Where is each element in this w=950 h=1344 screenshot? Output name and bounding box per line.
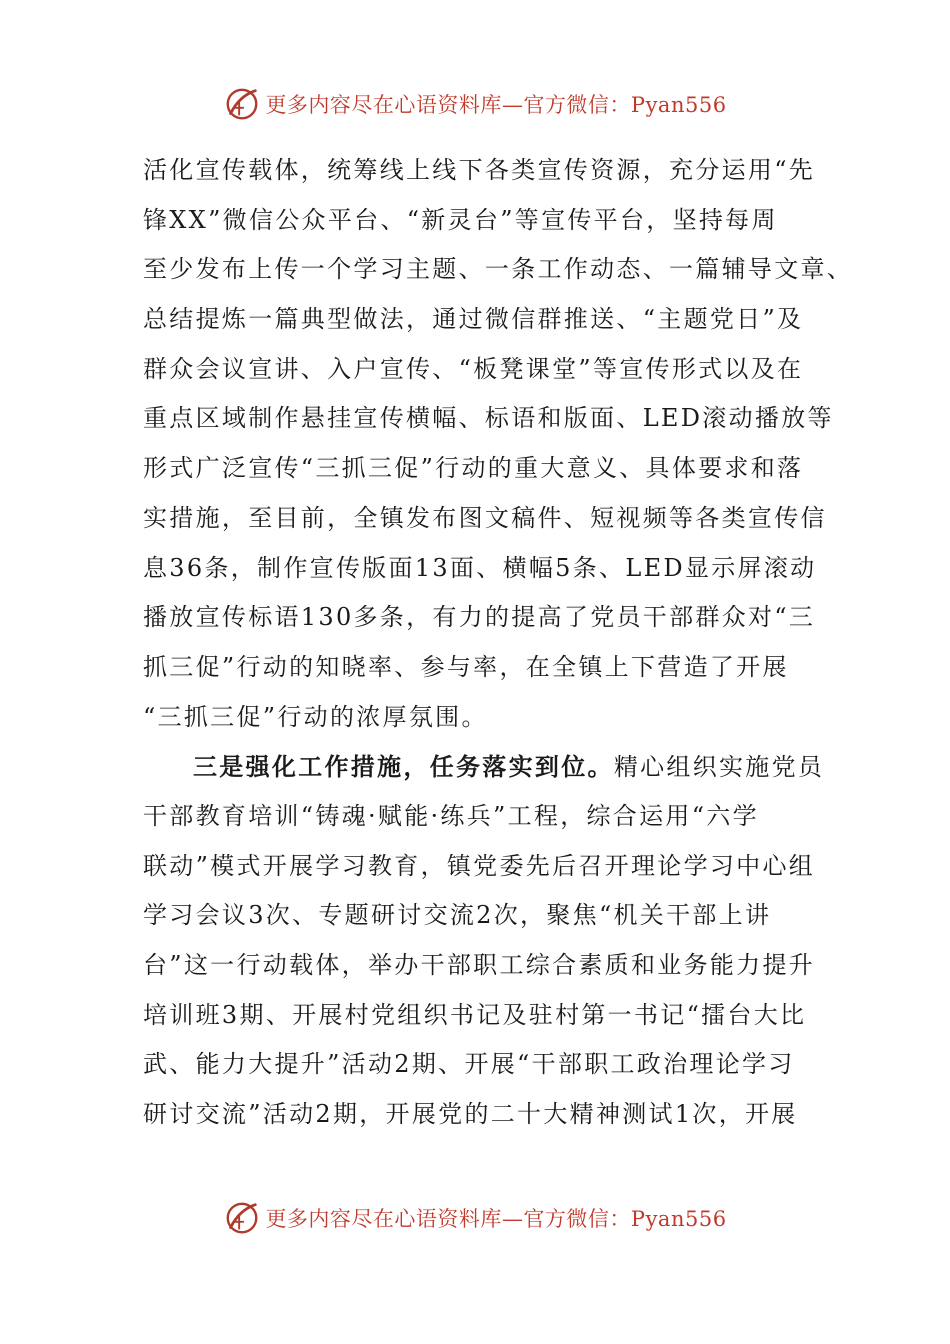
text-run: 精心组织实施党员 [613,753,825,782]
text-line: 重点区域制作悬挂宣传横幅、标语和版面、LED滚动播放等 [143,404,834,433]
header-watermark [0,84,950,124]
text-line: 培训班3期、开展村党组织书记及驻村第一书记“擂台大比 [143,1000,807,1029]
text-line: 联动”模式开展学习教育，镇党委先后召开理论学习中心组 [143,851,816,880]
text-line: 群众会议宣讲、入户宣传、“板凳课堂”等宣传形式以及在 [143,354,804,383]
watermark-text: 更多内容尽在心语资料库—官方微信：Pyan556 [265,93,727,117]
text-line-first [143,742,833,792]
text-line: 活化宣传载体，统筹线上线下各类宣传资源，充分运用“先 [143,156,816,184]
text-line: 武、能力大提升”活动2期、开展“干部职工政治理论学习 [143,1050,795,1079]
paragraph-heading: 三是强化工作措施，任务落实到位。 [193,752,614,782]
paragraph-measures [143,742,833,1140]
text-line: 形式广泛宣传“三抓三促”行动的重大意义、具体要求和落 [143,454,804,483]
text-line: 研讨交流”活动2期，开展党的二十大精神测试1次，开展 [143,1100,798,1129]
text-line: 抓三促”行动的知晓率、参与率，在全镇上下营造了开展 [143,652,789,681]
footer-watermark [0,1198,950,1238]
document-body [143,146,854,1140]
text-line: 总结提炼一篇典型做法，通过微信群推送、“主题党日”及 [143,305,804,334]
text-line: 锋XX”微信公众平台、“新灵台”等宣传平台，坚持每周 [143,205,778,234]
brush-signature-logo-icon [223,1199,261,1237]
text-line: “三抓三促”行动的浓厚氛围。 [143,702,488,731]
text-line: 干部教育培训“铸魂·赋能·练兵”工程，综合运用“六学 [143,801,759,830]
text-line: 实措施，至目前，全镇发布图文稿件、短视频等各类宣传信 [143,503,827,532]
watermark-text: 更多内容尽在心语资料库—官方微信：Pyan556 [265,1207,727,1231]
text-line: 播放宣传标语130多条，有力的提高了党员干部群众对“三 [143,603,816,632]
text-line: 台”这一行动载体，举办干部职工综合素质和业务能力提升 [143,951,816,979]
text-line: 至少发布上传一个学习主题、一条工作动态、一篇辅导文章、 [143,255,854,284]
brush-signature-logo-icon [223,85,261,123]
text-line: 学习会议3次、专题研讨交流2次，聚焦“机关干部上讲 [143,901,772,930]
text-line: 息36条，制作宣传版面13面、横幅5条、LED显示屏滚动 [143,553,817,582]
paragraph-publicity [143,146,854,742]
